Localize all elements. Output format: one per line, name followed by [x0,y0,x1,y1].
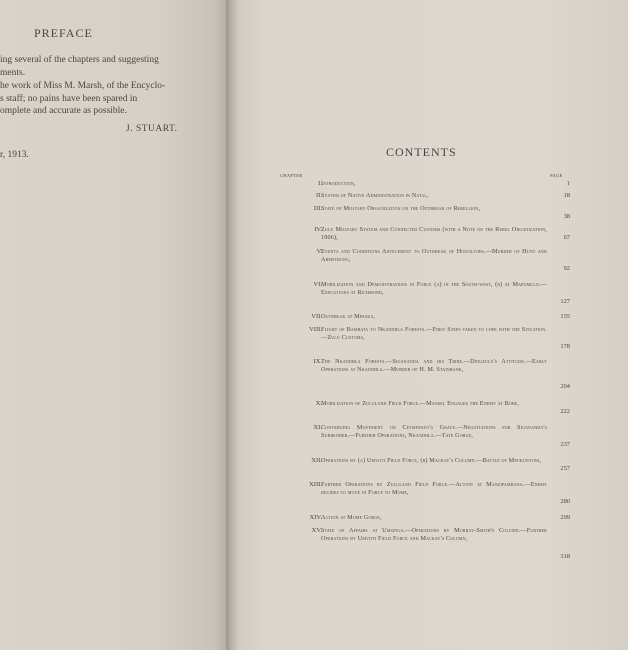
chapter-number: VII. [311,313,322,320]
preface-body [0,54,210,118]
chapter-title: Further Operations by Zululand Field Force.—Action at Manzipambana.—Enemy decides to move in Force to Mome, [321,481,547,497]
chapter-number: XV. [311,527,322,534]
page-number: 204 [560,383,570,390]
page-number: 237 [560,441,570,448]
chapter-number: IX. [313,358,322,365]
chapter-number: II. [315,192,322,199]
chapter-number: VIII. [309,326,322,333]
chapter-title: Operations by (a) Umvoti Field Force, (b) Mackay's Column.—Battle of Mpukunyoni, [321,457,542,464]
chapter-number: III. [313,205,322,212]
chapter-title: Introduction, [321,180,356,187]
chapter-title: State of Military Organization on the Outbreak of Rebellion, [321,205,481,212]
page-number: 280 [560,498,570,505]
chapter-title: Flight of Bambata to Nkandhla Forests.—First Steps taken to cope with the Situation.—Zulu Customs, [321,326,547,342]
page-number: 127 [560,298,570,305]
preface-line: omplete and accurate as possible. [0,106,127,116]
chapter-number: I. [318,180,322,187]
preface-signature: J. STUART. [126,124,178,134]
page-number: 67 [563,234,570,241]
chapter-number: XIV. [309,514,322,521]
chapter-number: XII. [311,457,322,464]
chapter-title: Mobilization and Demonstrations in Force (a) in the South-west, (b) at Mapumulo.—Executions at Richmond, [321,281,547,297]
chapter-title: Outbreak at Mpanza, [321,313,376,320]
page-number: 1 [566,180,570,187]
right-page [238,0,628,650]
page-number: 18 [563,192,570,199]
chapter-title: Zulu Military System and Connected Customs (with a Note on the Rebel Organization, 1906), [321,226,547,242]
chapter-number: VI. [313,281,322,288]
chapter-number: X. [315,400,322,407]
book-gutter [226,0,238,650]
page-number: 178 [560,343,570,350]
contents-title: CONTENTS [386,145,457,159]
chapter-title: The Nkandhla Forests.—Sigananda and his Tribe.—Dinuzulu's Attitude.—Early Operations at Nkandhla.—Murder of H. M. Stainbank, [321,358,547,374]
chapter-title: State of Affairs at Umsinga.—Operations by Murray-Smith's Column.—Further Operations by Umvoti Field Force and Mackay's Column, [321,527,547,543]
page-column-header: PAGE [550,173,563,178]
chapter-number: V. [316,248,322,255]
chapter-number: XI. [313,424,322,431]
preface-date: r, 1913. [0,150,29,160]
chapter-title: System of Native Administration in Natal, [321,192,429,199]
chapter-number: XIII. [309,481,322,488]
preface-line: ing several of the chapters and suggesting [0,55,159,65]
preface-line: s staff; no pains have been spared in [0,93,138,104]
preface-line: he work of Miss M. Marsh, of the Encyclo- [0,81,166,91]
preface-line: ments. [0,67,26,78]
preface-title: PREFACE [34,26,93,40]
chapter-column-header: CHAPTER [280,173,303,178]
chapter-title: Mobilization of Zululand Field Force.—Mansel Engages the Enemy at Bobe, [321,400,520,407]
page-number: 257 [560,465,570,472]
chapter-title: Converging Movement on Cetshwayo's Grave.—Negotiations for Sigananda's Surrender.—Further Operations, Nkandhla.—Tate Gorge, [321,424,547,440]
page-number: 155 [560,313,570,320]
chapter-title: Events and Conditions Antecedent to Outbreak of Hostilities.—Murder of Hunt and Armstrong, [321,248,547,264]
page-number: 92 [563,265,570,272]
chapter-title: Action at Mome Gorge, [321,514,382,521]
page-number: 299 [560,514,570,521]
chapter-number: IV. [314,226,322,233]
page-number: 222 [560,408,570,415]
page-number: 38 [563,213,570,220]
page-number: 318 [560,553,570,560]
left-page [0,0,226,650]
